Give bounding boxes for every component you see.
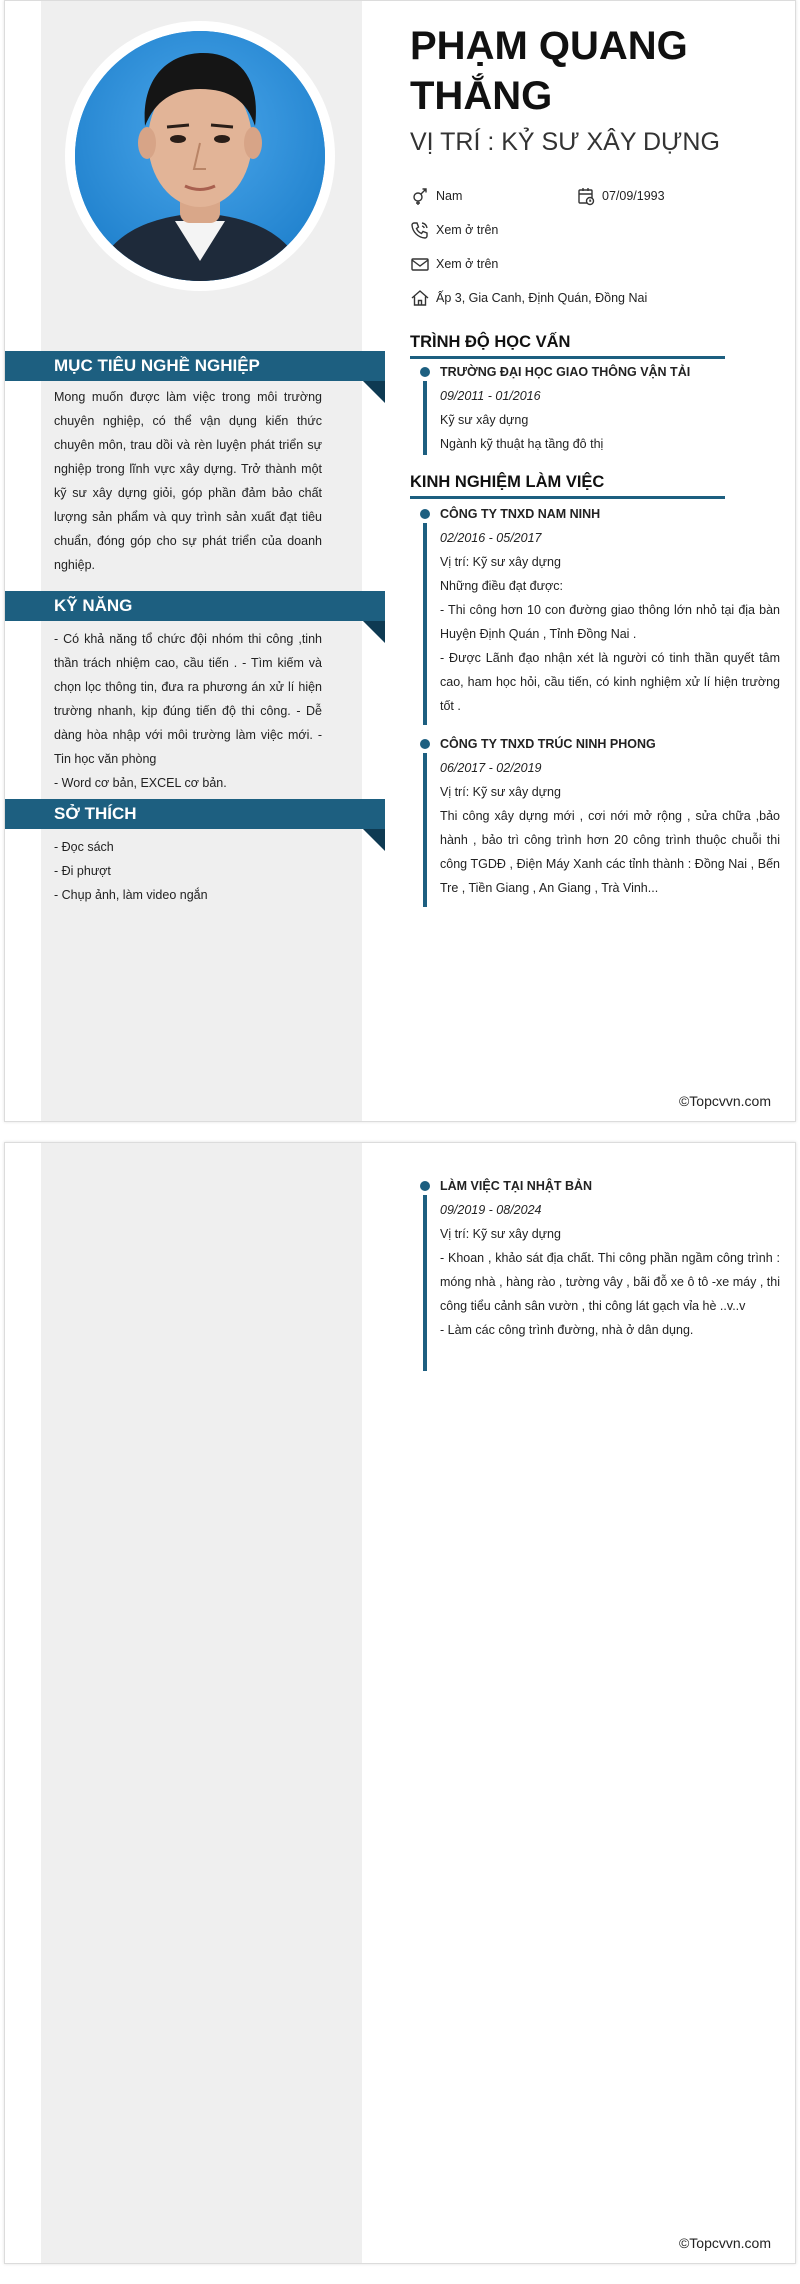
education-line: Ngành kỹ thuật hạ tầng đô thị	[440, 437, 604, 451]
education-heading: TRÌNH ĐỘ HỌC VẤN	[410, 331, 725, 359]
gender-icon	[410, 186, 430, 206]
experience-entry	[420, 735, 780, 900]
timeline-dot	[420, 367, 430, 377]
avatar	[75, 31, 325, 281]
hobby-item: - Đi phượt	[54, 864, 111, 878]
experience-date: 09/2019 - 08/2024	[440, 1203, 542, 1217]
cv-page-2	[4, 1142, 796, 2264]
birthdate-row	[576, 185, 665, 207]
timeline-bar	[423, 753, 427, 907]
envelope-icon	[410, 254, 430, 274]
company-name: LÀM VIỆC TẠI NHẬT BẢN	[440, 1179, 593, 1193]
experience-line: - Khoan , khảo sát địa chất. Thi công phần ngầm công trình : móng nhà , hàng rào , tường vây , bãi đỗ xe ô tô -xe máy , thi công tiểu cảnh sân vườn , thi công lát gạch vỉa hè ..v..v	[440, 1251, 780, 1313]
experience-line: Vị trí: Kỹ sư xây dựng	[440, 555, 561, 569]
address-value: Ấp 3, Gia Canh, Định Quán, Đồng Nai	[436, 291, 648, 305]
heading-fold	[363, 829, 385, 851]
skills-main: - Có khả năng tổ chức đội nhóm thi công ,tinh thần trách nhiệm cao, cầu tiến . - Tìm kiếm và chọn lọc thông tin, đưa ra phương án xử lí hiện trường nhanh, kịp đúng tiến độ thi công. - Dễ dàng hòa nhập với môi trường làm việc mới. - Tin học văn phòng	[54, 632, 322, 766]
timeline-bar	[423, 1195, 427, 1371]
objective-heading	[5, 351, 385, 381]
timeline-bar	[423, 523, 427, 725]
hobby-item: - Đọc sách	[54, 840, 114, 854]
timeline-dot	[420, 1181, 430, 1191]
hobbies-heading	[5, 799, 385, 829]
objective-heading-text: MỤC TIÊU NGHỀ NGHIỆP	[54, 356, 260, 375]
skills-text	[54, 627, 322, 795]
company-name: CÔNG TY TNXD NAM NINH	[440, 507, 601, 521]
sidebar-background	[41, 1143, 362, 2263]
experience-line: Vị trí: Kỹ sư xây dựng	[440, 1227, 561, 1241]
timeline-dot	[420, 739, 430, 749]
skills-extra: - Word cơ bản, EXCEL cơ bản.	[54, 776, 227, 790]
experience-entry	[420, 505, 780, 718]
company-name: CÔNG TY TNXD TRÚC NINH PHONG	[440, 737, 656, 751]
experience-line: - Làm các công trình đường, nhà ở dân dụng.	[440, 1323, 694, 1337]
gender-row	[410, 185, 462, 207]
candidate-position: VỊ TRÍ : KỶ SƯ XÂY DỰNG	[410, 128, 720, 156]
email-value: Xem ở trên	[436, 257, 499, 271]
phone-value: Xem ở trên	[436, 223, 499, 237]
experience-entry	[420, 1177, 780, 1342]
experience-line: - Thi công hơn 10 con đường giao thông lớn nhỏ tại địa bàn Huyện Định Quán , Tỉnh Đồng Nai .	[440, 603, 780, 641]
experience-line: Thi công xây dựng mới , cơi nới mở rộng , sửa chữa ,bảo hành , bảo trì công trình hơn 20 công trình thuộc chuỗi thi công TGDĐ , Điện Máy Xanh các tỉnh thành : Đồng Nai , Bến Tre , Tiền Giang , An Giang , Trà Vinh...	[440, 809, 780, 895]
hobbies-list	[54, 835, 322, 907]
skills-heading	[5, 591, 385, 621]
experience-date: 02/2016 - 05/2017	[440, 531, 542, 545]
email-row	[410, 253, 498, 275]
experience-heading: KINH NGHIỆM LÀM VIỆC	[410, 471, 725, 499]
watermark: ©Topcvvn.com	[678, 1093, 771, 1109]
objective-text: Mong muốn được làm việc trong môi trường chuyên nghiệp, có thể vận dụng kiến thức chuyên môn, trau dồi và rèn luyện phát triển sự nghiệp trong lĩnh vực xây dựng. Trở thành một kỹ sư xây dựng giỏi, góp phần đảm bảo chất lượng sản phẩm và quy trình sản xuất đạt tiêu chuẩn, đóng góp cho sự phát triển của doanh nghiệp.	[54, 390, 322, 572]
timeline-bar	[423, 381, 427, 455]
experience-line: - Được Lãnh đạo nhận xét là người có tinh thần quyết tâm cao, ham học hỏi, cầu tiến, có kinh nghiệm xử lí hiện trường tốt .	[440, 651, 780, 713]
phone-icon	[410, 220, 430, 240]
timeline-dot	[420, 509, 430, 519]
experience-date: 06/2017 - 02/2019	[440, 761, 542, 775]
experience-line: Những điều đạt được:	[440, 579, 563, 593]
phone-row	[410, 219, 498, 241]
education-entry	[420, 363, 780, 456]
skills-heading-text: KỸ NĂNG	[54, 596, 133, 615]
heading-fold	[363, 621, 385, 643]
heading-fold	[363, 381, 385, 403]
watermark: ©Topcvvn.com	[678, 2235, 771, 2251]
education-line: Kỹ sư xây dựng	[440, 413, 529, 427]
address-row	[410, 287, 647, 309]
birthdate-value: 07/09/1993	[602, 189, 665, 203]
hobby-item: - Chụp ảnh, làm video ngắn	[54, 888, 208, 902]
cv-page-1	[4, 0, 796, 1122]
education-date: 09/2011 - 01/2016	[440, 389, 541, 403]
hobbies-heading-text: SỞ THÍCH	[54, 804, 137, 823]
candidate-name: PHẠM QUANG THẮNG	[410, 24, 688, 118]
home-icon	[410, 288, 430, 308]
calendar-icon	[576, 186, 596, 206]
school-name: TRƯỜNG ĐẠI HỌC GIAO THÔNG VẬN TẢI	[440, 365, 691, 379]
experience-line: Vị trí: Kỹ sư xây dựng	[440, 785, 561, 799]
gender-value: Nam	[436, 189, 463, 203]
